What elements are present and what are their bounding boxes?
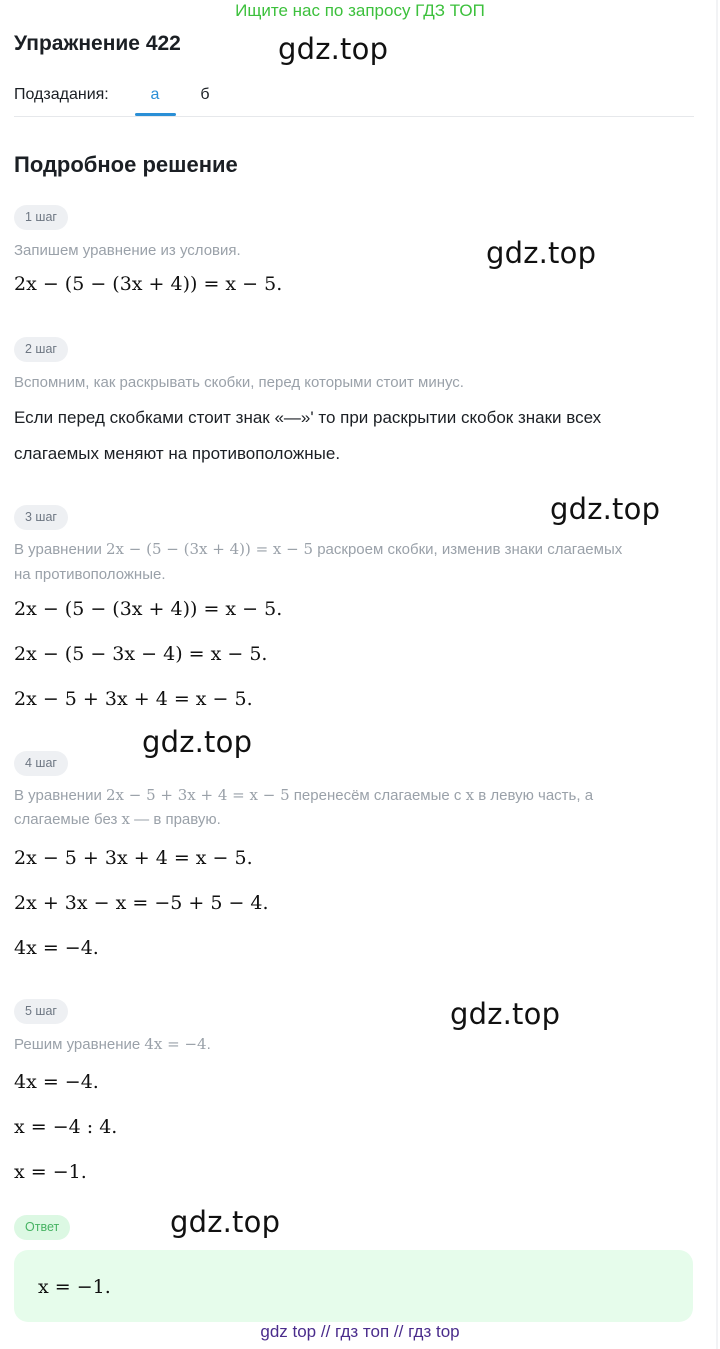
watermark: gdz.top (450, 997, 561, 1031)
answer-value: x = −1. (38, 1276, 111, 1298)
footer-link[interactable]: гдз top (408, 1322, 460, 1341)
search-banner: Ищите нас по запросу ГДЗ ТОП (235, 1, 485, 20)
watermark: gdz.top (142, 725, 253, 759)
step-hint: Запишем уравнение из условия. (14, 242, 241, 259)
step-badge: 1 шаг (14, 205, 68, 230)
rule-text: слагаемых меняют на противоположные. (14, 444, 341, 463)
math-line: 2x − (5 − (3x + 4)) = x − 5. (14, 598, 283, 620)
math-line: 2x − 5 + 3x + 4 = x − 5. (14, 688, 253, 710)
math-line: 4x = −4. (14, 937, 99, 959)
divider (14, 116, 694, 117)
math-line: 4x = −4. (14, 1071, 99, 1093)
tab-subtask-a[interactable]: а (150, 86, 160, 103)
step-hint: Вспомним, как раскрывать скобки, перед которыми стоит минус. (14, 374, 464, 391)
footer-link[interactable]: gdz top (260, 1322, 317, 1341)
math-line: 2x + 3x − x = −5 + 5 − 4. (14, 892, 269, 914)
subtasks-label: Подзадания: (14, 86, 109, 103)
step-badge: 4 шаг (14, 751, 68, 776)
step-hint: В уравнении 2x − (5 − (3x + 4)) = x − 5 раскроем скобки, изменив знаки слагаемых (14, 540, 623, 558)
step-hint: В уравнении 2x − 5 + 3x + 4 = x − 5 перенесём слагаемые с x в левую часть, а (14, 786, 594, 804)
watermark: gdz.top (550, 492, 661, 526)
math-line: 2x − (5 − 3x − 4) = x − 5. (14, 643, 268, 665)
answer-badge: Ответ (14, 1215, 70, 1240)
tab-subtask-b[interactable]: б (200, 86, 210, 103)
footer-link[interactable]: гдз топ (335, 1322, 390, 1341)
exercise-title: Упражнение 422 (14, 32, 181, 55)
math-line: 2x − 5 + 3x + 4 = x − 5. (14, 847, 253, 869)
footer-separator: // (389, 1322, 409, 1341)
rule-text: Если перед скобками стоит знак «—»' то при раскрытии скобок знаки всех (14, 408, 602, 427)
answer-box (14, 1250, 693, 1322)
footer-links (0, 1322, 720, 1342)
step-hint: Решим уравнение 4x = −4. (14, 1035, 211, 1053)
math-line: 2x − (5 − (3x + 4)) = x − 5. (14, 273, 283, 295)
step-badge: 3 шаг (14, 505, 68, 530)
footer-separator: // (316, 1322, 336, 1341)
watermark: gdz.top (486, 236, 597, 270)
watermark: gdz.top (278, 32, 389, 66)
math-line: x = −4 : 4. (14, 1116, 118, 1138)
page-edge (716, 0, 718, 1349)
step-hint: слагаемые без x — в правую. (14, 810, 221, 828)
watermark: gdz.top (170, 1205, 281, 1239)
math-line: x = −1. (14, 1161, 87, 1183)
section-title: Подробное решение (14, 152, 238, 177)
step-badge: 2 шаг (14, 337, 68, 362)
step-hint: на противоположные. (14, 566, 166, 583)
step-badge: 5 шаг (14, 999, 68, 1024)
